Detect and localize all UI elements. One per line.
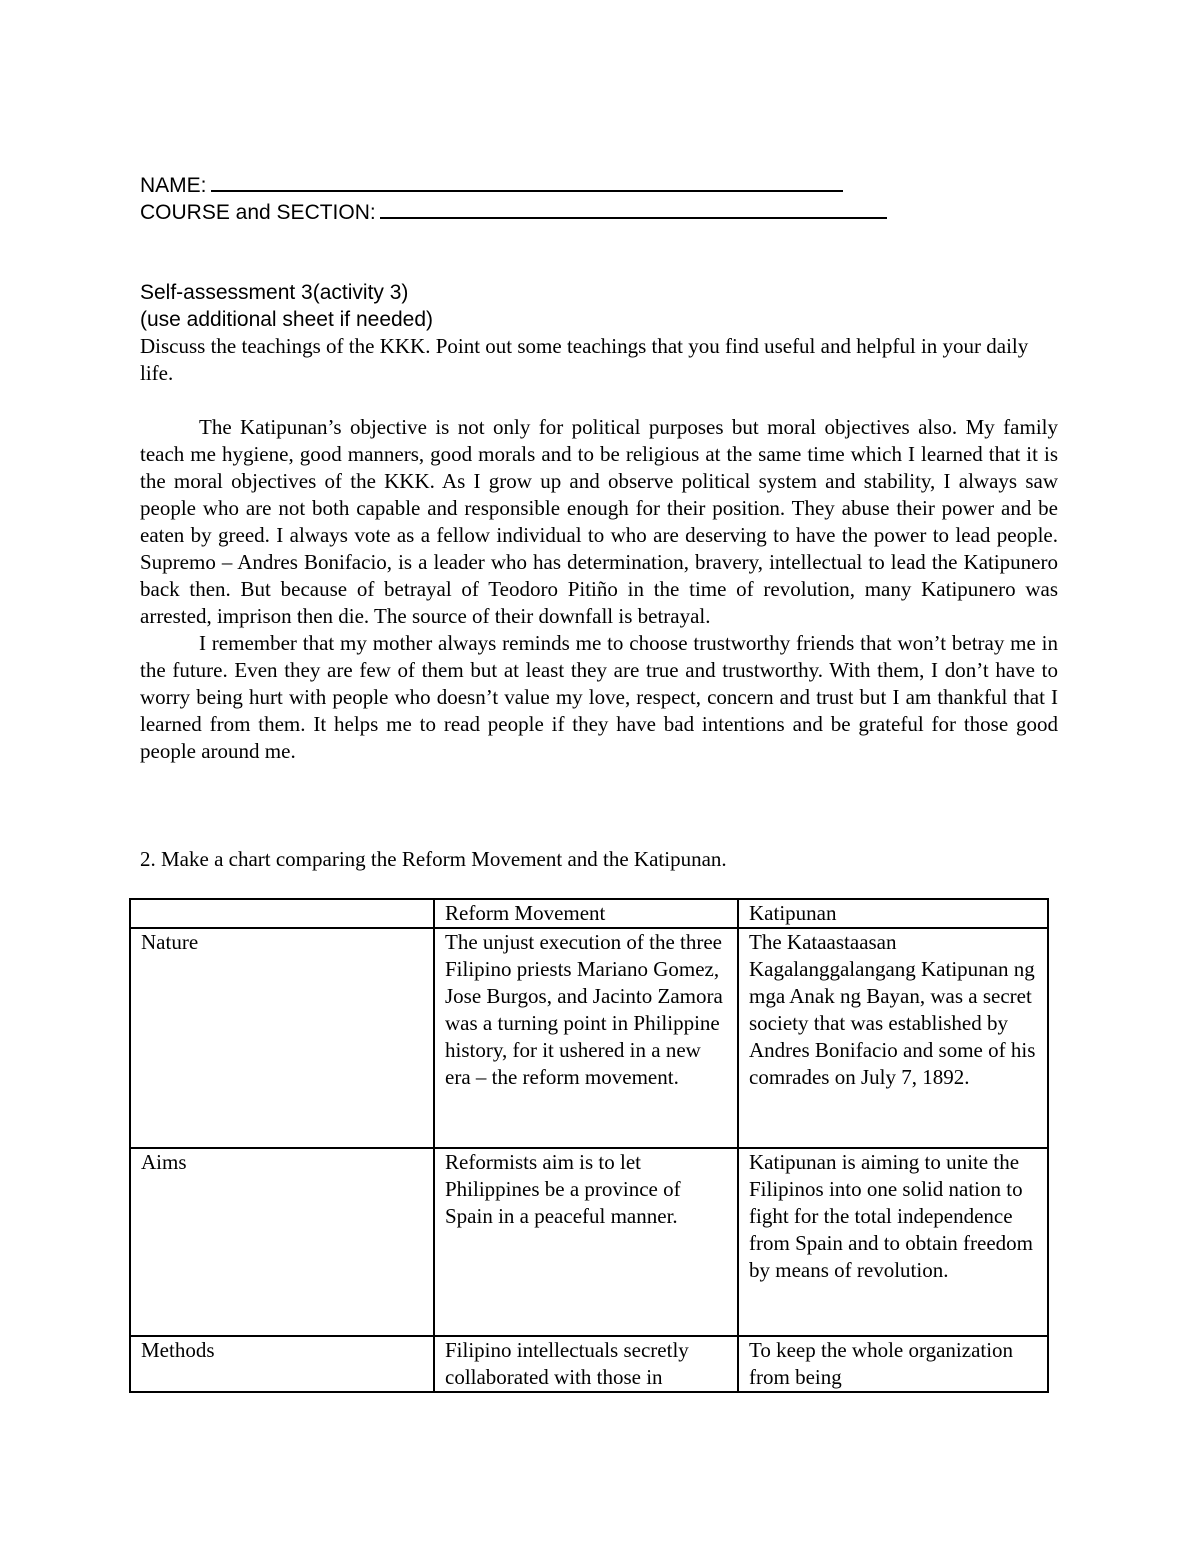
reform-cell-text: Filipino intellectuals secretly collaborated with those in	[445, 1338, 689, 1389]
table-header-row	[130, 899, 1048, 928]
essay-paragraph: The Katipunan’s objective is not only for political purposes but moral objectives also. My family teach me hygiene, good manners, good morals and to be religious at the same time which I learned that it is the moral objectives of the KKK. As I grow up and observe political system and stability, I always saw people who are not both capable and responsible enough for their position. They abuse their power and be eaten by greed. I always vote as a fellow individual to who are deserving to have the power to lead people. Supremo – Andres Bonifacio, is a leader who has determination, bravery, intellectual to lead the Katipunero back then. But because of betrayal of Teodoro Pitiño in the time of revolution, many Katipunero was arrested, imprison then die. The source of their downfall is betrayal.	[140, 415, 1058, 628]
course-section-line	[140, 197, 887, 226]
katipunan-cell: Katipunan is aiming to unite the Filipinos into one solid nation to fight for the total independence from Spain and to obtain freedom by means of revolution.	[738, 1148, 1048, 1336]
katipunan-cell-text: To keep the whole organization from being	[749, 1338, 1014, 1389]
name-blank	[211, 170, 843, 192]
table-row	[130, 1336, 1048, 1392]
row-label-text: Methods	[141, 1338, 215, 1362]
table-row	[130, 1148, 1048, 1336]
katipunan-cell: The Kataastaasan Kagalanggalangang Katipunan ng mga Anak ng Bayan, was a secret society that was established by Andres Bonifacio and some of his comrades on July 7, 1892.	[738, 928, 1048, 1148]
essay-answer	[140, 414, 1058, 765]
activity-subtitle: (use additional sheet if needed)	[140, 308, 434, 331]
row-label: Nature	[130, 928, 434, 1148]
course-section-blank	[380, 197, 887, 219]
name-line	[140, 170, 843, 199]
table-row	[130, 928, 1048, 1148]
reform-cell: Reformists aim is to let Philippines be a province of Spain in a peaceful manner.	[434, 1148, 738, 1336]
course-section-label: COURSE and SECTION:	[140, 201, 376, 224]
comparison-table	[129, 898, 1049, 1393]
prompt-text: Discuss the teachings of the KKK. Point out some teachings that you find useful and helpful in your daily life.	[140, 334, 1029, 385]
reform-cell	[434, 1336, 738, 1392]
header-cell-empty	[130, 899, 434, 928]
row-label	[130, 1336, 434, 1392]
row-label: Aims	[130, 1148, 434, 1336]
katipunan-cell	[738, 1336, 1048, 1392]
question-2: 2. Make a chart comparing the Reform Movement and the Katipunan.	[140, 847, 727, 871]
header-cell-reform: Reform Movement	[434, 899, 738, 928]
header-cell-katipunan: Katipunan	[738, 899, 1048, 928]
essay-paragraph: I remember that my mother always reminds me to choose trustworthy friends that won’t betray me in the future. Even they are few of them but at least they are true and trustworthy. With them, I don’t have to worry being hurt with people who doesn’t value my love, respect, concern and trust but I am thankful that I learned from them. It helps me to read people if they have bad intentions and be grateful for those good people around me.	[140, 631, 1058, 763]
name-label: NAME:	[140, 174, 207, 197]
reform-cell: The unjust execution of the three Filipino priests Mariano Gomez, Jose Burgos, and Jacinto Zamora was a turning point in Philippine history, for it ushered in a new era – the reform movement.	[434, 928, 738, 1148]
activity-title: Self-assessment 3(activity 3)	[140, 281, 409, 304]
